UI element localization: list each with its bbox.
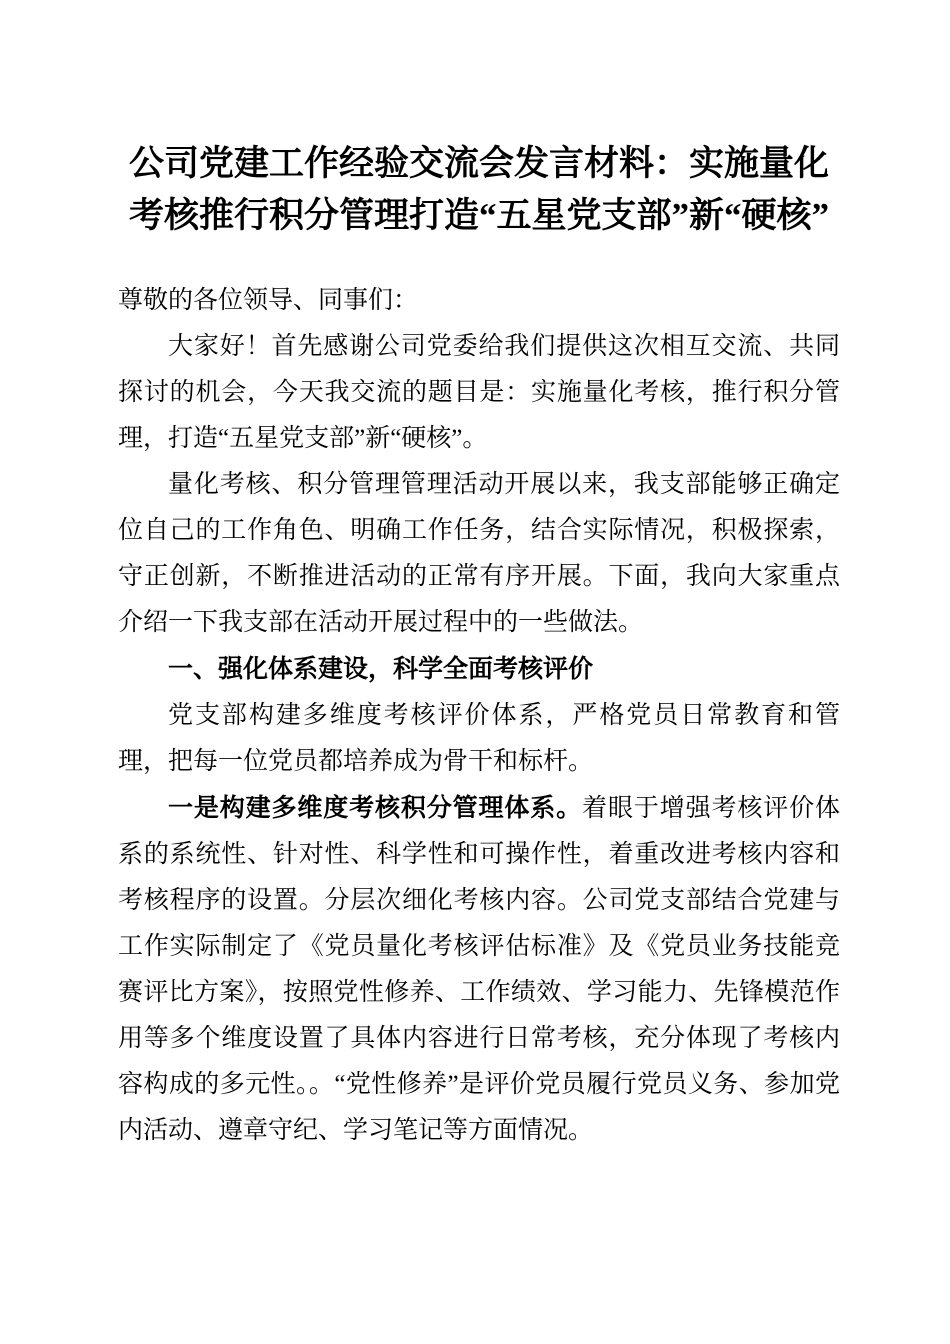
paragraph [118,693,840,785]
text-run: 着眼于增强考核评价体系的系统性、针对性、科学性和可操作性，着重改进考核内容和考核程序的设置。分层次细化考核内容。公司党支部结合党建与工作实际制定了《党员量化考核评估标准》及《党员业务技能竞赛评比方案》，按照党性修养、工作绩效、学习能力、先锋模范作用等多个维度设置了具体内容进行日常考核，充分体现了考核内容构成的多元性。。“党性修养”是评价党员履行党员义务、参加党内活动、遵章守纪、学习笔记等方面情况。 [118,795,840,1144]
text-run: 大家好！首先感谢公司党委给我们提供这次相互交流、共同探讨的机会，今天我交流的题目是：实施量化考核，推行积分管理，打造“五星党支部”新“硬核”。 [118,333,840,452]
text-run: 一是构建多维度考核积分管理体系。 [168,794,583,822]
document-title: 公司党建工作经验交流会发言材料：实施量化考核推行积分管理打造“五星党支部”新“硬核” [128,144,829,235]
section-heading [118,646,840,693]
paragraph [118,278,840,324]
text-run: 量化考核、积分管理管理活动开展以来，我支部能够正确定位自己的工作角色、明确工作任务，结合实际情况，积极探索，守正创新，不断推进活动的正常有序开展。下面，我向大家重点介绍一下我支部在活动开展过程中的一些做法。 [118,471,840,636]
text-run: 尊敬的各位领导、同事们： [118,287,419,314]
paragraph [118,324,840,462]
text-run: 一、强化体系建设，科学全面考核评价 [168,655,594,683]
paragraph [118,785,840,1154]
document-body [118,278,840,1154]
paragraph [118,462,840,646]
text-run: 党支部构建多维度考核评价体系，严格党员日常教育和管理，把每一位党员都培养成为骨干和标杆。 [118,702,840,775]
